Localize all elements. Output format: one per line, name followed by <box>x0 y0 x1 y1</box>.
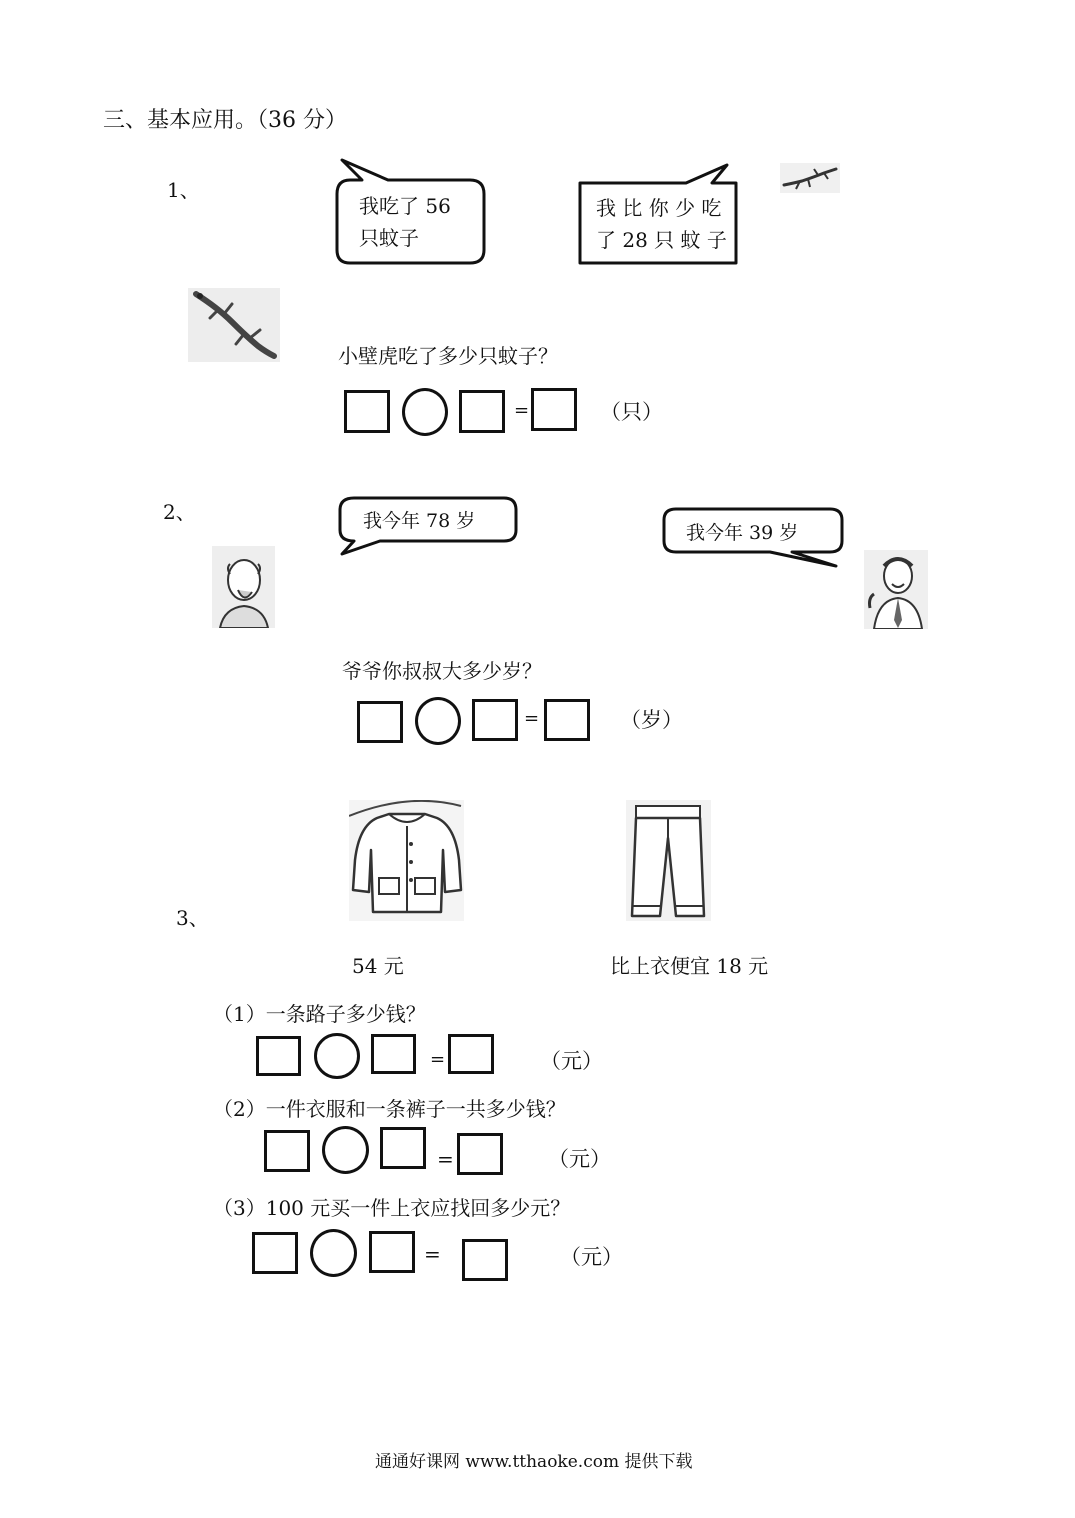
pants-price: 比上衣便宜 18 元 <box>610 954 769 978</box>
pants-image <box>626 800 711 921</box>
q3-part2-operator-circle[interactable] <box>322 1126 369 1174</box>
q2-number-box-1[interactable] <box>357 701 403 743</box>
q2-bubble-left-text: 我今年 78 岁 <box>363 510 476 532</box>
q1-question: 小壁虎吃了多少只蚊子？ <box>338 344 558 368</box>
jacket-price: 54 元 <box>352 954 404 978</box>
q3-part3-unit: （元） <box>560 1245 623 1269</box>
q3-part3-number-box-1[interactable] <box>252 1232 298 1274</box>
q3-part3-result-box[interactable] <box>462 1239 508 1281</box>
q3-part2-unit: （元） <box>548 1147 611 1171</box>
q1-number: 1、 <box>167 178 200 202</box>
q1-equals-sign: = <box>514 400 530 421</box>
q3-part1-number-box-2[interactable] <box>371 1034 416 1074</box>
q2-question: 爷爷你叔叔大多少岁？ <box>342 659 542 683</box>
q2-equals-sign: = <box>524 708 540 729</box>
q2-number: 2、 <box>163 500 196 524</box>
footer-text: 通通好课网 www.tthaoke.com 提供下载 <box>375 1452 693 1472</box>
q2-bubble-right-text: 我今年 39 岁 <box>686 522 799 544</box>
q2-result-box[interactable] <box>544 699 590 741</box>
section-title: 三、基本应用。（36 分） <box>103 108 347 133</box>
q3-part3-number-box-2[interactable] <box>369 1231 415 1273</box>
q3-part1-unit: （元） <box>540 1049 603 1073</box>
q3-part2-number-box-1[interactable] <box>264 1130 310 1172</box>
q2-unit: （岁） <box>620 708 683 732</box>
q3-part2-question: （2）一件衣服和一条裤子一共多少钱？ <box>213 1097 566 1121</box>
q3-part3-equals-sign: = <box>424 1242 441 1266</box>
q3-part1-operator-circle[interactable] <box>314 1033 360 1079</box>
q3-part2-number-box-2[interactable] <box>380 1127 426 1169</box>
q3-part3-question: （3）100 元买一件上衣应找回多少元？ <box>213 1196 571 1220</box>
q3-part1-equals-sign: = <box>430 1049 446 1070</box>
q3-part1-question: （1）一条路子多少钱？ <box>213 1002 426 1026</box>
q3-part2-result-box[interactable] <box>457 1133 503 1175</box>
q3-part1-result-box[interactable] <box>448 1034 494 1074</box>
uncle-image <box>864 550 928 629</box>
q1-unit: （只） <box>600 400 663 424</box>
q2-speech-bubble-right <box>0 0 1075 600</box>
jacket-image <box>349 800 464 921</box>
q1-bubble-right-line2: 了 28 只 蚊 子 <box>596 228 727 252</box>
q2-number-box-2[interactable] <box>472 699 518 741</box>
q3-part3-operator-circle[interactable] <box>310 1229 357 1277</box>
q3-part1-number-box-1[interactable] <box>256 1036 301 1076</box>
q3-number: 3、 <box>176 906 209 930</box>
q3-part2-equals-sign: = <box>437 1147 454 1171</box>
q1-bubble-left-line1: 我吃了 56 <box>359 194 451 218</box>
q1-bubble-right-line1: 我 比 你 少 吃 <box>596 196 722 220</box>
q1-bubble-left-line2: 只蚊子 <box>359 226 419 250</box>
grandfather-image <box>212 546 275 628</box>
q2-operator-circle[interactable] <box>415 697 461 745</box>
